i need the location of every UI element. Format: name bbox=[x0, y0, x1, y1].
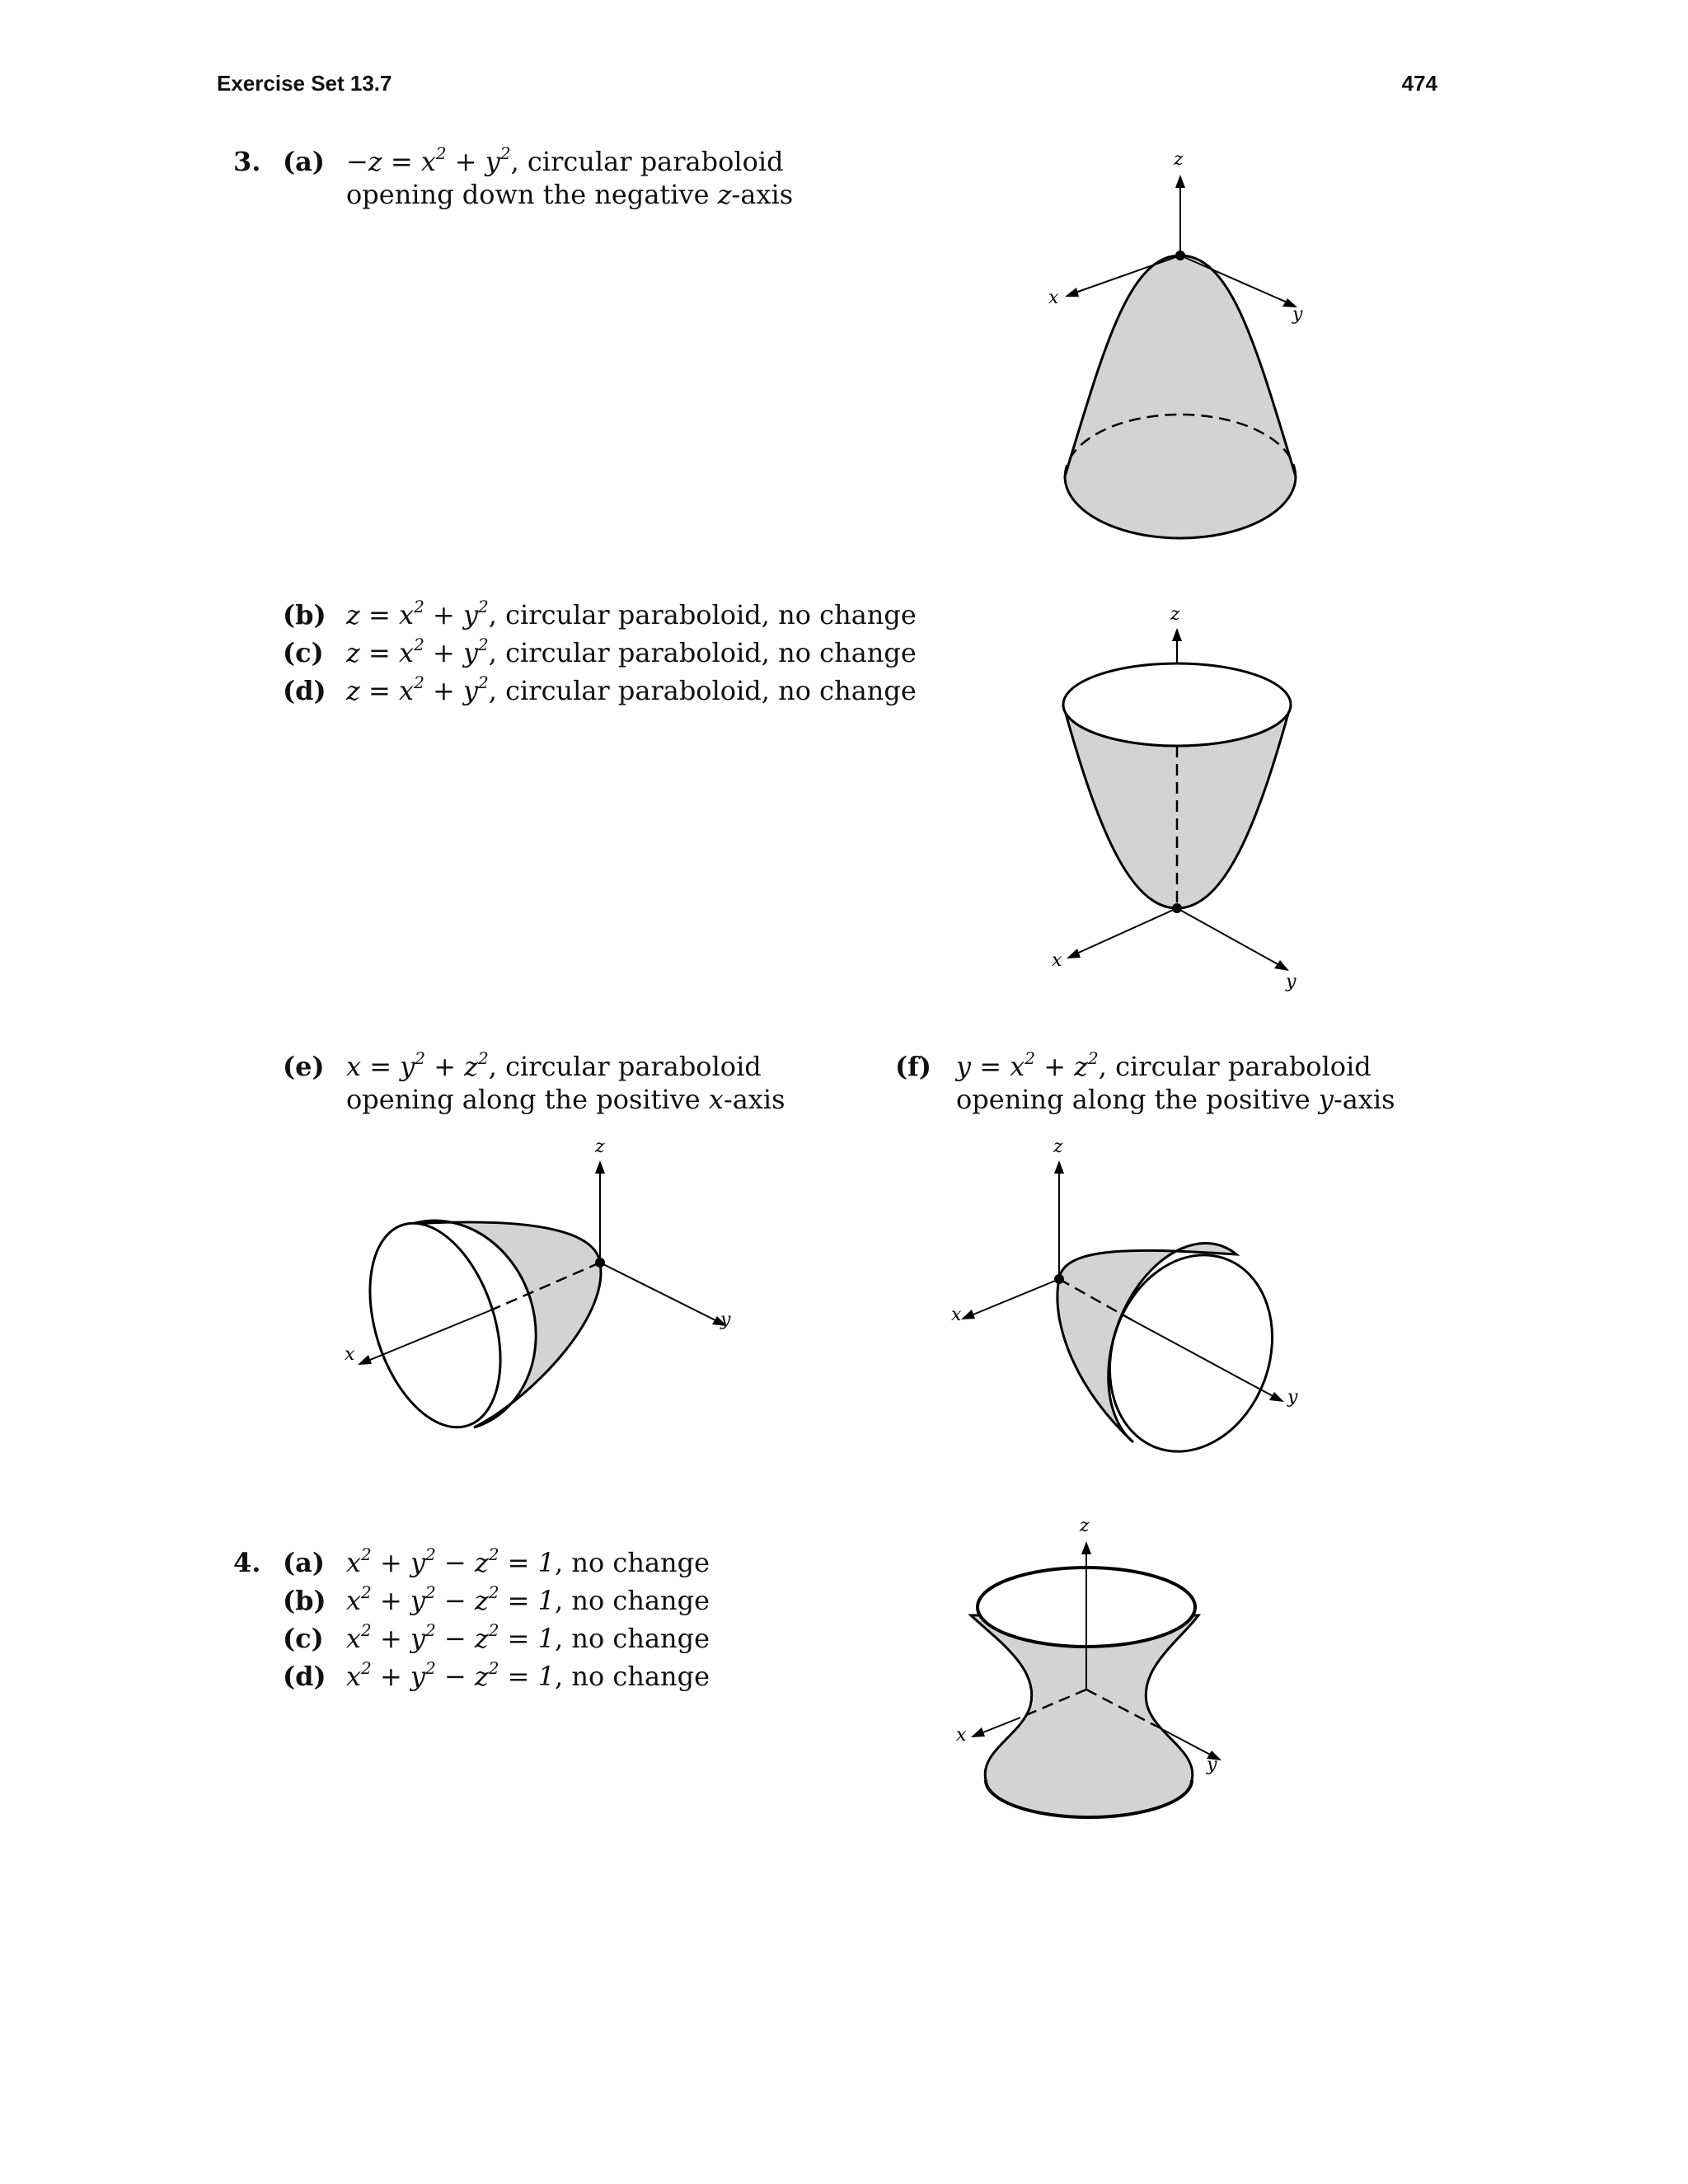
exponent: 2 bbox=[478, 635, 489, 654]
axis-variable: x bbox=[708, 1084, 724, 1115]
part-label: (d) bbox=[283, 675, 326, 706]
part-label: (b) bbox=[283, 599, 326, 630]
z-arrowhead bbox=[1081, 1541, 1091, 1554]
y-axis-label: y bbox=[720, 1310, 731, 1330]
z-axis-label: z bbox=[1053, 1137, 1063, 1157]
description: , no change bbox=[555, 1623, 710, 1654]
exponent: 2 bbox=[414, 635, 424, 654]
equation: $x^2 + y^2 - z^2 = 1$ bbox=[346, 1620, 556, 1654]
description: , circular paraboloid, no change bbox=[488, 637, 917, 668]
exponent: 2 bbox=[435, 143, 447, 163]
y-axis-label: y bbox=[1287, 1387, 1298, 1408]
part-label: (a) bbox=[283, 146, 326, 177]
part-label: (d) bbox=[283, 1661, 326, 1692]
exponent: 2 bbox=[425, 1582, 436, 1602]
exponent: 2 bbox=[488, 1658, 499, 1678]
exponent: 2 bbox=[1025, 1048, 1036, 1068]
exponent: 2 bbox=[425, 1658, 436, 1678]
exponent: 2 bbox=[361, 1544, 372, 1564]
description: , no change bbox=[555, 1585, 710, 1616]
z-axis-label: z bbox=[1080, 1516, 1090, 1536]
exponent: 2 bbox=[414, 673, 424, 692]
exponent: 2 bbox=[499, 143, 511, 163]
part-label: (c) bbox=[283, 1623, 324, 1654]
page-number: 474 bbox=[1401, 71, 1437, 96]
x-arrowhead bbox=[971, 1727, 985, 1737]
equation: $x^2 + y^2 - z^2 = 1$ bbox=[346, 1544, 556, 1578]
part-label: (b) bbox=[283, 1585, 326, 1616]
z-axis-label: z bbox=[1170, 604, 1180, 625]
description: opening along the positive bbox=[346, 1084, 709, 1115]
description: , circular paraboloid bbox=[1098, 1051, 1372, 1082]
description: , circular paraboloid, no change bbox=[488, 599, 917, 630]
x-axis-label: x bbox=[951, 1305, 962, 1325]
exponent: 2 bbox=[478, 673, 489, 692]
exponent: 2 bbox=[425, 1620, 436, 1640]
equation: $z = x^2 + y^2$ bbox=[346, 597, 489, 630]
equation: $x^2 + y^2 - z^2 = 1$ bbox=[346, 1582, 556, 1616]
exponent: 2 bbox=[478, 1048, 489, 1068]
part-label: (e) bbox=[283, 1051, 325, 1082]
x-axis-label: x bbox=[956, 1725, 967, 1746]
exponent: 2 bbox=[478, 597, 489, 616]
x-axis-label: x bbox=[345, 1344, 355, 1365]
description: opening along the positive bbox=[956, 1084, 1319, 1115]
problem-number-3: 3. bbox=[233, 146, 261, 177]
description: -axis bbox=[1333, 1084, 1395, 1115]
description: , no change bbox=[555, 1547, 710, 1578]
z-axis-label: z bbox=[595, 1137, 605, 1157]
exponent: 2 bbox=[488, 1620, 499, 1640]
x-axis-label: x bbox=[1048, 288, 1059, 308]
exponent: 2 bbox=[361, 1582, 372, 1602]
y-axis-label: y bbox=[1286, 972, 1296, 992]
exponent: 2 bbox=[488, 1544, 499, 1564]
exponent: 2 bbox=[415, 1048, 426, 1068]
equation: $z = x^2 + y^2$ bbox=[346, 635, 489, 668]
y-axis-label: y bbox=[1207, 1755, 1217, 1775]
part-label: (c) bbox=[283, 637, 324, 668]
description: -axis bbox=[723, 1084, 785, 1115]
description: opening down the negative bbox=[346, 179, 718, 210]
description: , circular paraboloid, no change bbox=[488, 675, 917, 706]
exponent: 2 bbox=[488, 1582, 499, 1602]
exponent: 2 bbox=[361, 1658, 372, 1678]
equation: $x = y^2 + z^2$ bbox=[346, 1048, 489, 1082]
running-header-section: Exercise Set 13.7 bbox=[217, 71, 392, 96]
equation: $z = x^2 + y^2$ bbox=[346, 673, 489, 706]
equation: $y = x^2 + z^2$ bbox=[956, 1048, 1099, 1082]
description: , circular paraboloid bbox=[510, 146, 784, 177]
part-label: (f) bbox=[895, 1051, 932, 1082]
equation: $-z = x^2 + y^2$ bbox=[346, 143, 511, 177]
part-label: (a) bbox=[283, 1547, 326, 1578]
equation: $x^2 + y^2 - z^2 = 1$ bbox=[346, 1658, 556, 1692]
y-axis-label: y bbox=[1292, 304, 1303, 325]
description: , no change bbox=[555, 1661, 710, 1692]
description: , circular paraboloid bbox=[488, 1051, 762, 1082]
exponent: 2 bbox=[361, 1620, 372, 1640]
axis-variable: z bbox=[717, 179, 732, 210]
description: -axis bbox=[731, 179, 794, 210]
x-axis-label: x bbox=[1052, 950, 1062, 971]
exponent: 2 bbox=[414, 597, 424, 616]
z-axis-label: z bbox=[1174, 149, 1184, 170]
exponent: 2 bbox=[1088, 1048, 1099, 1068]
problem-number-4: 4. bbox=[233, 1547, 261, 1578]
axis-variable: y bbox=[1318, 1084, 1334, 1115]
exponent: 2 bbox=[425, 1544, 436, 1564]
